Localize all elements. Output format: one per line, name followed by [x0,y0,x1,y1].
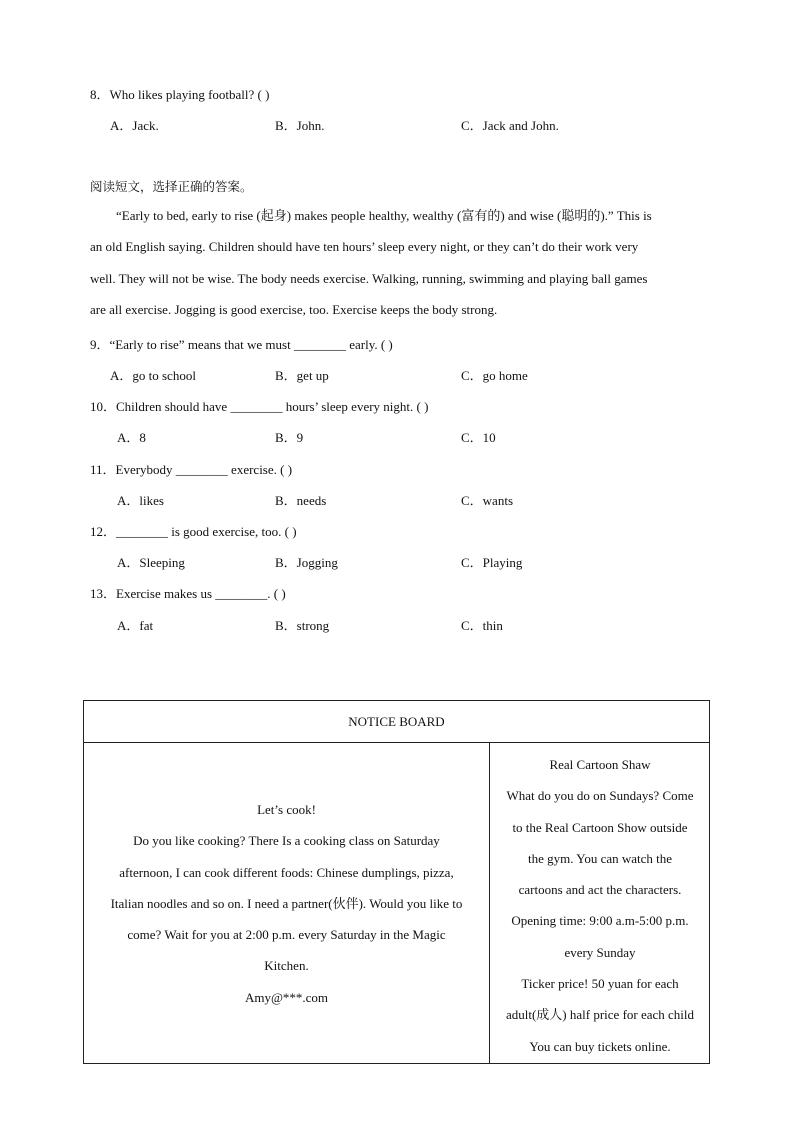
notice-cartoon-line: Real Cartoon Shaw [549,757,651,772]
question-12-option-a[interactable]: A．Sleeping [117,555,185,570]
question-10-option-c[interactable]: C．10 [461,430,496,445]
notice-cartoon-line: Ticker price! 50 yuan for each [521,976,679,992]
question-11-option-b[interactable]: B．needs [275,493,327,508]
question-9-option-a[interactable]: A．go to school [110,368,196,383]
notice-cooking-line: Italian noodles and so on. I need a partner(伙伴). Would you like to [110,895,463,911]
question-13-option-b[interactable]: B．strong [275,618,330,633]
notice-cartoon-line: to the Real Cartoon Show outside [512,819,688,835]
question-11-option-a[interactable]: A．likes [117,493,164,508]
question-13-option-c[interactable]: C．thin [461,618,503,633]
question-10-option-a[interactable]: A．8 [117,430,146,445]
question-12-option-b[interactable]: B．Jogging [275,555,338,570]
question-8-option-c[interactable]: C．Jack and John. [461,118,559,133]
question-9-stem: 9．“Early to rise” means that we must ________ early. ( ) [90,337,393,352]
notice-cartoon-line: adult(成人) half price for each child [505,1007,695,1023]
question-9-option-b[interactable]: B．get up [275,368,329,383]
notice-cooking-line: come? Wait for you at 2:00 p.m. every Saturday in the Magic [127,927,446,943]
notice-cooking-line: Let’s cook! [257,802,316,817]
notice-cartoon-line: Opening time: 9:00 a.m-5:00 p.m. [511,913,689,929]
passage-line-3: well. They will not be wise. The body needs exercise. Walking, running, swimming and playing ball games [90,270,648,286]
notice-cartoon-line: You can buy tickets online. [529,1038,671,1054]
question-9-option-c[interactable]: C．go home [461,368,528,383]
notice-cooking-class [84,794,489,1013]
notice-cartoon-line: the gym. You can watch the [527,850,673,866]
notice-board [83,700,710,1064]
passage-line-1: “Early to bed, early to rise (起身) makes people healthy, wealthy (富有的) and wise (聪明的).” This is [116,208,652,223]
notice-cooking-line: Kitchen. [264,958,309,974]
question-12-option-c[interactable]: C．Playing [461,555,523,570]
notice-cartoon-show [490,749,710,1062]
notice-cooking-line: Do you like cooking? There Is a cooking class on Saturday [133,833,440,849]
reading-passage [90,200,704,325]
question-8-stem: 8．Who likes playing football? ( ) [90,87,270,102]
question-10-option-b[interactable]: B．9 [275,430,304,445]
question-10-stem: 10．Children should have ________ hours’ sleep every night. ( ) [90,399,429,414]
notice-cartoon-line: cartoons and act the characters. [518,882,682,898]
question-13-option-a[interactable]: A．fat [117,618,154,633]
notice-board-title: NOTICE BOARD [84,701,709,743]
passage-line-2: an old English saying. Children should have ten hours’ sleep every night, or they can’t do their work very [90,239,639,255]
reading-instruction: 阅读短文，选择正确的答案。 [90,179,253,194]
question-11-stem: 11．Everybody ________ exercise. ( ) [90,462,293,477]
notice-cooking-email: Amy@***.com [244,989,329,1005]
notice-cartoon-line: What do you do on Sundays? Come [506,788,694,804]
question-12-stem: 12．________ is good exercise, too. ( ) [90,524,297,539]
question-13-stem: 13．Exercise makes us ________. ( ) [90,586,286,601]
question-11-option-c[interactable]: C．wants [461,493,514,508]
notice-cooking-line: afternoon, I can cook different foods: Chinese dumplings, pizza, [119,864,454,880]
question-8-option-a[interactable]: A．Jack. [110,118,159,133]
passage-line-4: are all exercise. Jogging is good exercise, too. Exercise keeps the body strong. [90,301,498,317]
question-8-option-b[interactable]: B．John. [275,118,325,133]
notice-cartoon-line: every Sunday [564,944,636,960]
